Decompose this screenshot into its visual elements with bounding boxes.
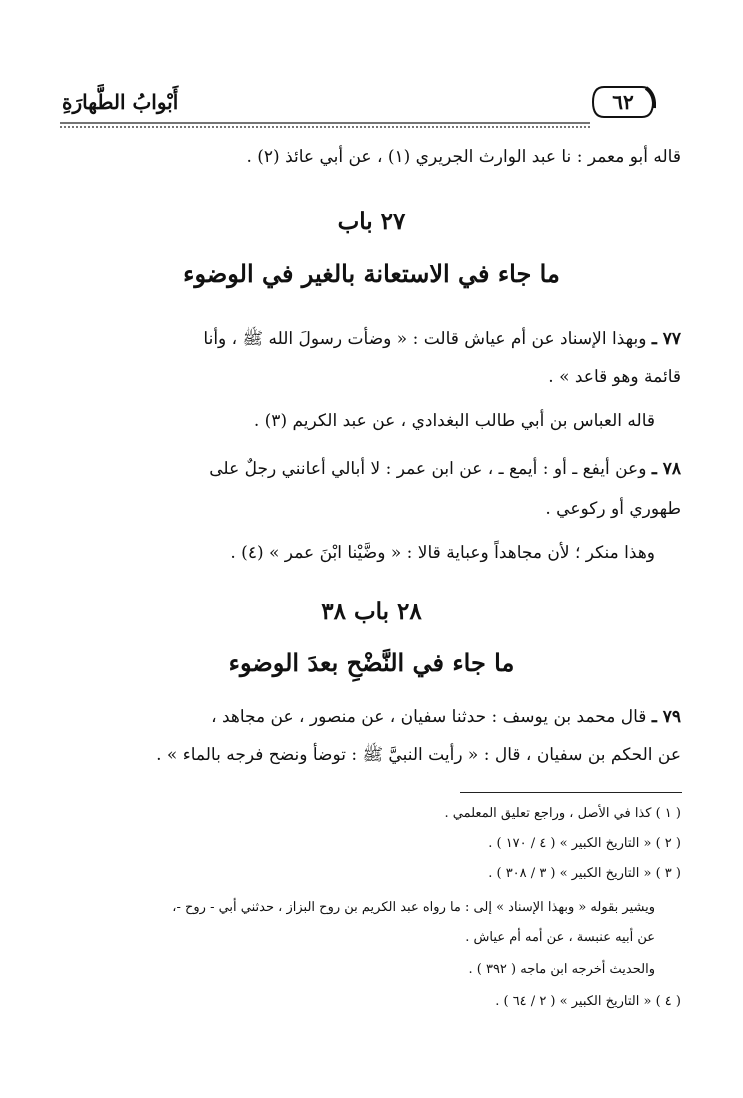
header-rule (60, 121, 590, 129)
hadith-79-line-1 (56, 700, 681, 734)
chapter-number-heading: ٢٧ باب (337, 208, 406, 235)
page-number: ٦٢ (612, 90, 634, 114)
hadith-text: قال محمد بن يوسف : حدثنا سفيان ، عن منصور ، عن مجاهد ، (211, 707, 647, 727)
footnote-3-continuation: ويشير بقوله « وبهذا الإسناد » إلى : ما رواه عبد الكريم بن روح البزاز ، حدثني أبي - روح -، (172, 900, 655, 915)
footnote-2: ( ٢ ) « التاريخ الكبير » ( ٤ / ١٧٠ ) . (488, 836, 681, 851)
footnote-4: ( ٤ ) « التاريخ الكبير » ( ٢ / ٦٤ ) . (495, 994, 681, 1009)
hadith-text: وبهذا الإسناد عن أم عياش قالت : « وضأت رسولَ الله ﷺ ، وأنا (203, 329, 647, 349)
footnote-3-continuation: والحديث أخرجه ابن ماجه ( ٣٩٢ ) . (468, 962, 655, 977)
chapter-title-heading: ما جاء في الاستعانة بالغير في الوضوء (183, 259, 560, 288)
chapter-number-heading: ٢٨ باب ٣٨ (321, 598, 422, 625)
hadith-77-line-1 (56, 322, 681, 356)
hadith-number: ٧٩ ـ (651, 707, 681, 727)
text-line: قاله أبو معمر : نا عبد الوارث الجريري (١) ، عن أبي عائذ (٢) . (246, 147, 681, 167)
page-number-box (590, 84, 656, 120)
hadith-77-line-2: قائمة وهو قاعد » . (548, 367, 681, 387)
hadith-78-line-2: طهوري أو ركوعي . (545, 499, 681, 519)
hadith-79-line-2: عن الحكم بن سفيان ، قال : « رأيت النبيَّ ﷺ : توضأ ونضح فرجه بالماء » . (156, 745, 681, 765)
chapter-title-heading: ما جاء في النَّضْحِ بعدَ الوضوء (228, 648, 515, 677)
footnote-3: ( ٣ ) « التاريخ الكبير » ( ٣ / ٣٠٨ ) . (488, 866, 681, 881)
footnote-rule (460, 792, 682, 793)
running-title: أَبْوابُ الطَّهارَةِ (62, 90, 179, 114)
hadith-number: ٧٨ ـ (651, 459, 681, 479)
hadith-text: وعن أيفع ـ أو : أيمع ـ ، عن ابن عمر : لا أبالي أعانني رجلٌ على (209, 459, 647, 479)
text-line: وهذا منكر ؛ لأن مجاهداً وعباية قالا : « وضَّيْنا ابْنَ عمر » (٤) . (230, 543, 655, 563)
text-line: قاله العباس بن أبي طالب البغدادي ، عن عبد الكريم (٣) . (253, 411, 655, 431)
hadith-number: ٧٧ ـ (651, 329, 681, 349)
footnote-3-continuation: عن أبيه عنبسة ، عن أمه أم عياش . (465, 930, 655, 945)
footnote-1: ( ١ ) كذا في الأصل ، وراجع تعليق المعلمي . (444, 806, 681, 821)
hadith-78-line-1 (56, 452, 681, 486)
